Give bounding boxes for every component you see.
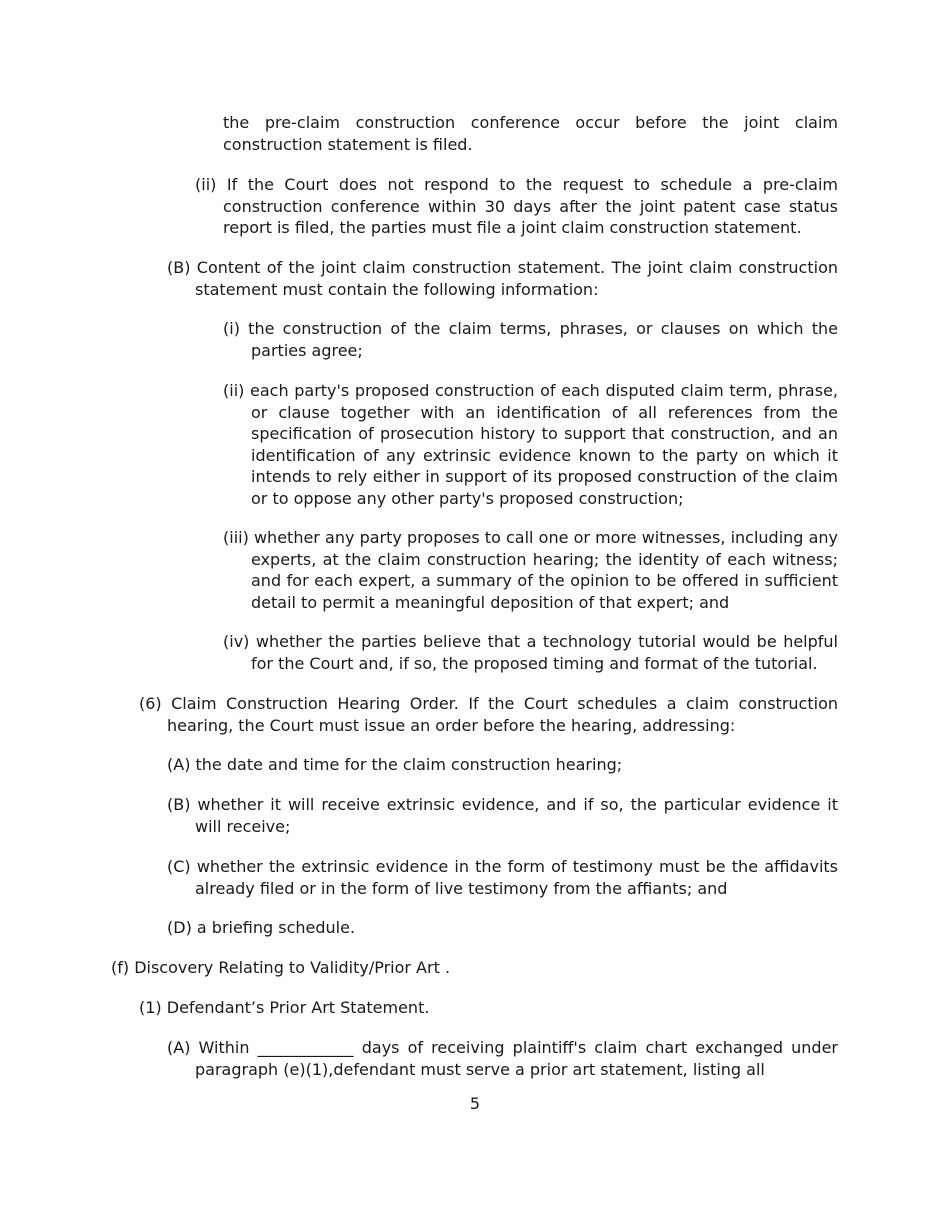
list-item-iv-tutorial: (iv) whether the parties believe that a technology tutorial would be helpful for the Court and, if so, the proposed timing and format of the tutorial. [223,632,838,673]
list-item-a-date-time: (A) the date and time for the claim construction hearing; [167,755,623,774]
paragraph-continuation: the pre-claim construction conference occur before the joint claim construction statement is filed. [223,113,838,154]
list-item-b-extrinsic-evidence: (B) whether it will receive extrinsic evidence, and if so, the particular evidence it will receive; [167,795,838,836]
list-item-c-testimony: (C) whether the extrinsic evidence in the form of testimony must be the affidavits already filed or in the form of live testimony from the affiants; and [167,857,838,898]
list-item-d-briefing: (D) a briefing schedule. [167,918,356,937]
list-item-iii-witnesses: (iii) whether any party proposes to call one or more witnesses, including any experts, at the claim construction hearing; the identity of each witness; and for each expert, a summary of the opinion to be offered in sufficient detail to permit a meaningful deposition of that expert; and [223,528,838,612]
paragraph-6-hearing-order: (6) Claim Construction Hearing Order. If the Court schedules a claim construction hearing, the Court must issue an order before the hearing, addressing: [139,694,838,735]
list-item-i-agreed-terms: (i) the construction of the claim terms, phrases, or clauses on which the parties agree; [223,319,838,360]
subsection-heading-1: (1) Defendant’s Prior Art Statement. [139,998,430,1017]
paragraph-ii-no-response: (ii) If the Court does not respond to the request to schedule a pre-claim construction conference within 30 days after the joint patent case status report is filed, the parties must file a joint claim construction statement. [195,175,838,238]
paragraph-a-within-days: (A) Within ____________ days of receiving plaintiff's claim chart exchanged under paragraph (e)(1),defendant must serve a prior art statement, listing all [167,1038,838,1079]
list-item-ii-proposed-construction: (ii) each party's proposed construction of each disputed claim term, phrase, or clause together with an identification of all references from the specification of prosecution history to support that construction, and an identification of any extrinsic evidence known to the party on which it intends to rely either in support of its proposed construction of the claim or to oppose any other party's proposed construction; [223,381,838,508]
paragraph-b-content: (B) Content of the joint claim construction statement. The joint claim construction statement must contain the following information: [167,258,838,299]
section-heading-f: (f) Discovery Relating to Validity/Prior Art . [111,958,451,977]
page-number: 5 [469,1094,481,1113]
